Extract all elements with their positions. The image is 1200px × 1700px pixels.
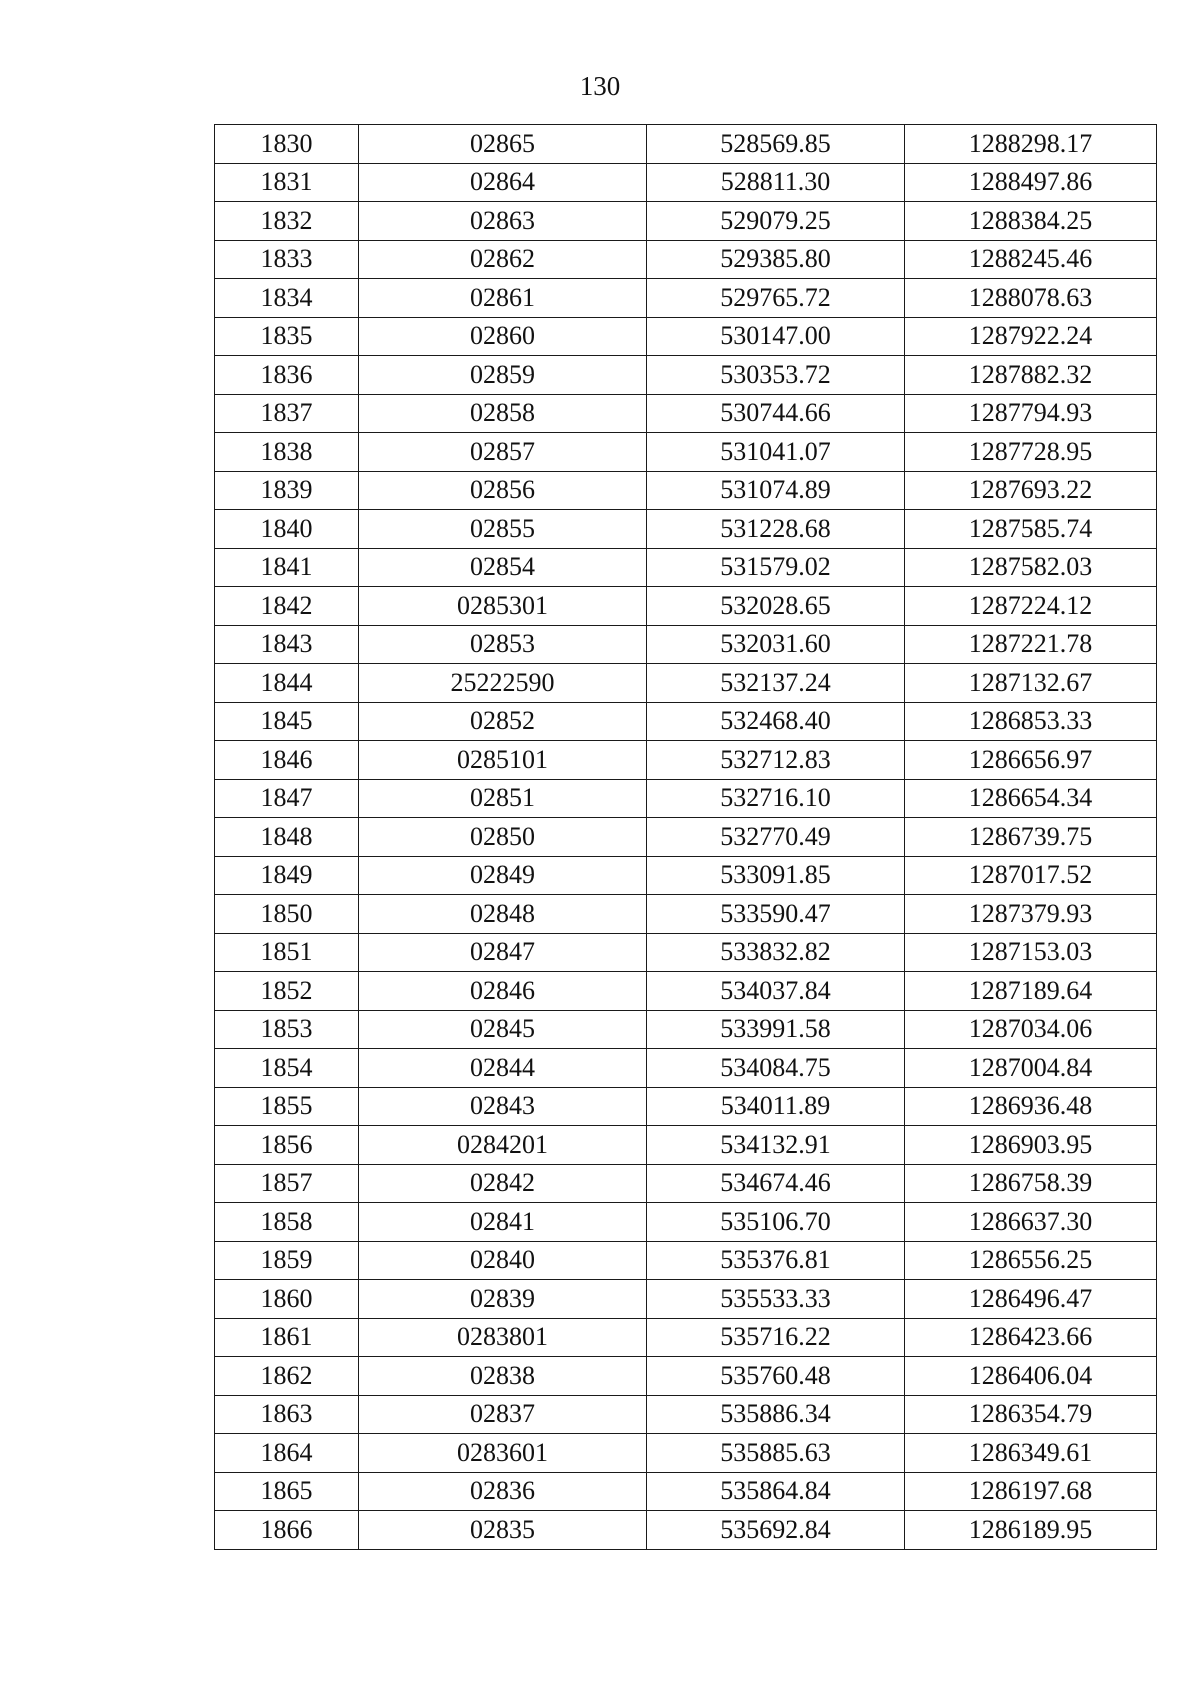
x-coordinate-cell: 535533.33 [647,1280,905,1319]
table-row [215,240,1157,279]
point-number-cell: 1849 [215,856,359,895]
y-coordinate-cell: 1286423.66 [905,1318,1157,1357]
x-coordinate-cell: 534132.91 [647,1126,905,1165]
point-number-cell: 1856 [215,1126,359,1165]
table-row [215,1395,1157,1434]
x-coordinate-cell: 530353.72 [647,356,905,395]
table-row [215,1010,1157,1049]
x-coordinate-cell: 532716.10 [647,779,905,818]
x-coordinate-cell: 533991.58 [647,1010,905,1049]
point-number-cell: 1838 [215,433,359,472]
y-coordinate-cell: 1286739.75 [905,818,1157,857]
table-row [215,1049,1157,1088]
table-row [215,1280,1157,1319]
table-row [215,741,1157,780]
y-coordinate-cell: 1288384.25 [905,202,1157,241]
table-row [215,818,1157,857]
x-coordinate-cell: 532770.49 [647,818,905,857]
table-row [215,587,1157,626]
y-coordinate-cell: 1287224.12 [905,587,1157,626]
point-code-cell: 02850 [359,818,647,857]
y-coordinate-cell: 1287728.95 [905,433,1157,472]
table-row [215,1434,1157,1473]
y-coordinate-cell: 1286354.79 [905,1395,1157,1434]
point-code-cell: 02841 [359,1203,647,1242]
point-number-cell: 1840 [215,510,359,549]
table-row [215,394,1157,433]
point-code-cell: 02851 [359,779,647,818]
point-number-cell: 1842 [215,587,359,626]
table-row [215,779,1157,818]
y-coordinate-cell: 1286758.39 [905,1164,1157,1203]
x-coordinate-cell: 531579.02 [647,548,905,587]
table-row [215,1203,1157,1242]
point-number-cell: 1861 [215,1318,359,1357]
y-coordinate-cell: 1287153.03 [905,933,1157,972]
table-row [215,317,1157,356]
point-code-cell: 0284201 [359,1126,647,1165]
y-coordinate-cell: 1287189.64 [905,972,1157,1011]
point-code-cell: 0283601 [359,1434,647,1473]
x-coordinate-cell: 532712.83 [647,741,905,780]
x-coordinate-cell: 529079.25 [647,202,905,241]
point-code-cell: 02847 [359,933,647,972]
point-code-cell: 02840 [359,1241,647,1280]
point-number-cell: 1846 [215,741,359,780]
x-coordinate-cell: 530147.00 [647,317,905,356]
y-coordinate-cell: 1286656.97 [905,741,1157,780]
x-coordinate-cell: 528569.85 [647,125,905,164]
x-coordinate-cell: 533590.47 [647,895,905,934]
point-number-cell: 1843 [215,625,359,664]
table-row [215,163,1157,202]
point-code-cell: 02861 [359,279,647,318]
table-row [215,1472,1157,1511]
y-coordinate-cell: 1287034.06 [905,1010,1157,1049]
x-coordinate-cell: 535376.81 [647,1241,905,1280]
x-coordinate-cell: 534084.75 [647,1049,905,1088]
table-row [215,664,1157,703]
x-coordinate-cell: 531041.07 [647,433,905,472]
point-code-cell: 02858 [359,394,647,433]
coordinates-table-body [215,125,1157,1550]
point-number-cell: 1866 [215,1511,359,1550]
table-row [215,933,1157,972]
table-row [215,279,1157,318]
point-code-cell: 0283801 [359,1318,647,1357]
point-code-cell: 02849 [359,856,647,895]
x-coordinate-cell: 532137.24 [647,664,905,703]
y-coordinate-cell: 1286406.04 [905,1357,1157,1396]
table-row [215,1087,1157,1126]
y-coordinate-cell: 1287794.93 [905,394,1157,433]
point-code-cell: 02855 [359,510,647,549]
point-code-cell: 02862 [359,240,647,279]
x-coordinate-cell: 532031.60 [647,625,905,664]
point-code-cell: 02839 [359,1280,647,1319]
point-number-cell: 1831 [215,163,359,202]
x-coordinate-cell: 534037.84 [647,972,905,1011]
point-code-cell: 02853 [359,625,647,664]
y-coordinate-cell: 1286853.33 [905,702,1157,741]
point-code-cell: 02860 [359,317,647,356]
y-coordinate-cell: 1288298.17 [905,125,1157,164]
point-number-cell: 1845 [215,702,359,741]
x-coordinate-cell: 533832.82 [647,933,905,972]
point-number-cell: 1855 [215,1087,359,1126]
point-number-cell: 1851 [215,933,359,972]
table-row [215,895,1157,934]
x-coordinate-cell: 529385.80 [647,240,905,279]
table-row [215,125,1157,164]
point-code-cell: 02857 [359,433,647,472]
point-number-cell: 1862 [215,1357,359,1396]
y-coordinate-cell: 1287004.84 [905,1049,1157,1088]
point-code-cell: 02836 [359,1472,647,1511]
point-code-cell: 02859 [359,356,647,395]
point-number-cell: 1860 [215,1280,359,1319]
y-coordinate-cell: 1287132.67 [905,664,1157,703]
point-number-cell: 1863 [215,1395,359,1434]
point-code-cell: 02838 [359,1357,647,1396]
y-coordinate-cell: 1286936.48 [905,1087,1157,1126]
y-coordinate-cell: 1287922.24 [905,317,1157,356]
point-number-cell: 1857 [215,1164,359,1203]
x-coordinate-cell: 535716.22 [647,1318,905,1357]
point-number-cell: 1852 [215,972,359,1011]
point-code-cell: 02835 [359,1511,647,1550]
point-code-cell: 02842 [359,1164,647,1203]
point-code-cell: 02865 [359,125,647,164]
x-coordinate-cell: 535886.34 [647,1395,905,1434]
x-coordinate-cell: 530744.66 [647,394,905,433]
y-coordinate-cell: 1286903.95 [905,1126,1157,1165]
table-row [215,1357,1157,1396]
point-code-cell: 02854 [359,548,647,587]
page-number: 130 [579,71,621,101]
y-coordinate-cell: 1288497.86 [905,163,1157,202]
table-row [215,1241,1157,1280]
point-code-cell: 02864 [359,163,647,202]
table-row [215,433,1157,472]
y-coordinate-cell: 1286637.30 [905,1203,1157,1242]
y-coordinate-cell: 1286496.47 [905,1280,1157,1319]
point-code-cell: 02846 [359,972,647,1011]
table-row [215,510,1157,549]
point-number-cell: 1832 [215,202,359,241]
x-coordinate-cell: 535106.70 [647,1203,905,1242]
x-coordinate-cell: 535885.63 [647,1434,905,1473]
point-number-cell: 1854 [215,1049,359,1088]
point-number-cell: 1830 [215,125,359,164]
table-row [215,1318,1157,1357]
y-coordinate-cell: 1287882.32 [905,356,1157,395]
x-coordinate-cell: 534011.89 [647,1087,905,1126]
point-number-cell: 1847 [215,779,359,818]
x-coordinate-cell: 532028.65 [647,587,905,626]
table-row [215,548,1157,587]
point-number-cell: 1853 [215,1010,359,1049]
point-number-cell: 1839 [215,471,359,510]
x-coordinate-cell: 529765.72 [647,279,905,318]
y-coordinate-cell: 1287221.78 [905,625,1157,664]
y-coordinate-cell: 1288078.63 [905,279,1157,318]
table-row [215,856,1157,895]
y-coordinate-cell: 1286197.68 [905,1472,1157,1511]
table-row [215,972,1157,1011]
point-code-cell: 25222590 [359,664,647,703]
point-code-cell: 02837 [359,1395,647,1434]
y-coordinate-cell: 1286654.34 [905,779,1157,818]
coordinates-table [214,124,1157,1550]
y-coordinate-cell: 1288245.46 [905,240,1157,279]
x-coordinate-cell: 535760.48 [647,1357,905,1396]
point-number-cell: 1841 [215,548,359,587]
y-coordinate-cell: 1286189.95 [905,1511,1157,1550]
x-coordinate-cell: 535692.84 [647,1511,905,1550]
x-coordinate-cell: 534674.46 [647,1164,905,1203]
point-number-cell: 1848 [215,818,359,857]
table-row [215,471,1157,510]
y-coordinate-cell: 1287582.03 [905,548,1157,587]
y-coordinate-cell: 1287379.93 [905,895,1157,934]
table-row [215,625,1157,664]
point-number-cell: 1859 [215,1241,359,1280]
point-code-cell: 02856 [359,471,647,510]
point-number-cell: 1858 [215,1203,359,1242]
point-number-cell: 1833 [215,240,359,279]
point-code-cell: 02845 [359,1010,647,1049]
point-number-cell: 1837 [215,394,359,433]
x-coordinate-cell: 531228.68 [647,510,905,549]
table-row [215,1126,1157,1165]
x-coordinate-cell: 532468.40 [647,702,905,741]
point-number-cell: 1835 [215,317,359,356]
y-coordinate-cell: 1287017.52 [905,856,1157,895]
y-coordinate-cell: 1287585.74 [905,510,1157,549]
x-coordinate-cell: 531074.89 [647,471,905,510]
point-number-cell: 1850 [215,895,359,934]
point-number-cell: 1865 [215,1472,359,1511]
y-coordinate-cell: 1287693.22 [905,471,1157,510]
point-number-cell: 1836 [215,356,359,395]
point-code-cell: 02863 [359,202,647,241]
point-code-cell: 02843 [359,1087,647,1126]
table-row [215,1511,1157,1550]
point-code-cell: 02852 [359,702,647,741]
x-coordinate-cell: 533091.85 [647,856,905,895]
point-code-cell: 02848 [359,895,647,934]
x-coordinate-cell: 528811.30 [647,163,905,202]
y-coordinate-cell: 1286349.61 [905,1434,1157,1473]
x-coordinate-cell: 535864.84 [647,1472,905,1511]
table-row [215,356,1157,395]
point-number-cell: 1864 [215,1434,359,1473]
point-code-cell: 0285101 [359,741,647,780]
table-row [215,202,1157,241]
point-code-cell: 02844 [359,1049,647,1088]
y-coordinate-cell: 1286556.25 [905,1241,1157,1280]
table-row [215,1164,1157,1203]
point-number-cell: 1844 [215,664,359,703]
point-number-cell: 1834 [215,279,359,318]
point-code-cell: 0285301 [359,587,647,626]
table-row [215,702,1157,741]
